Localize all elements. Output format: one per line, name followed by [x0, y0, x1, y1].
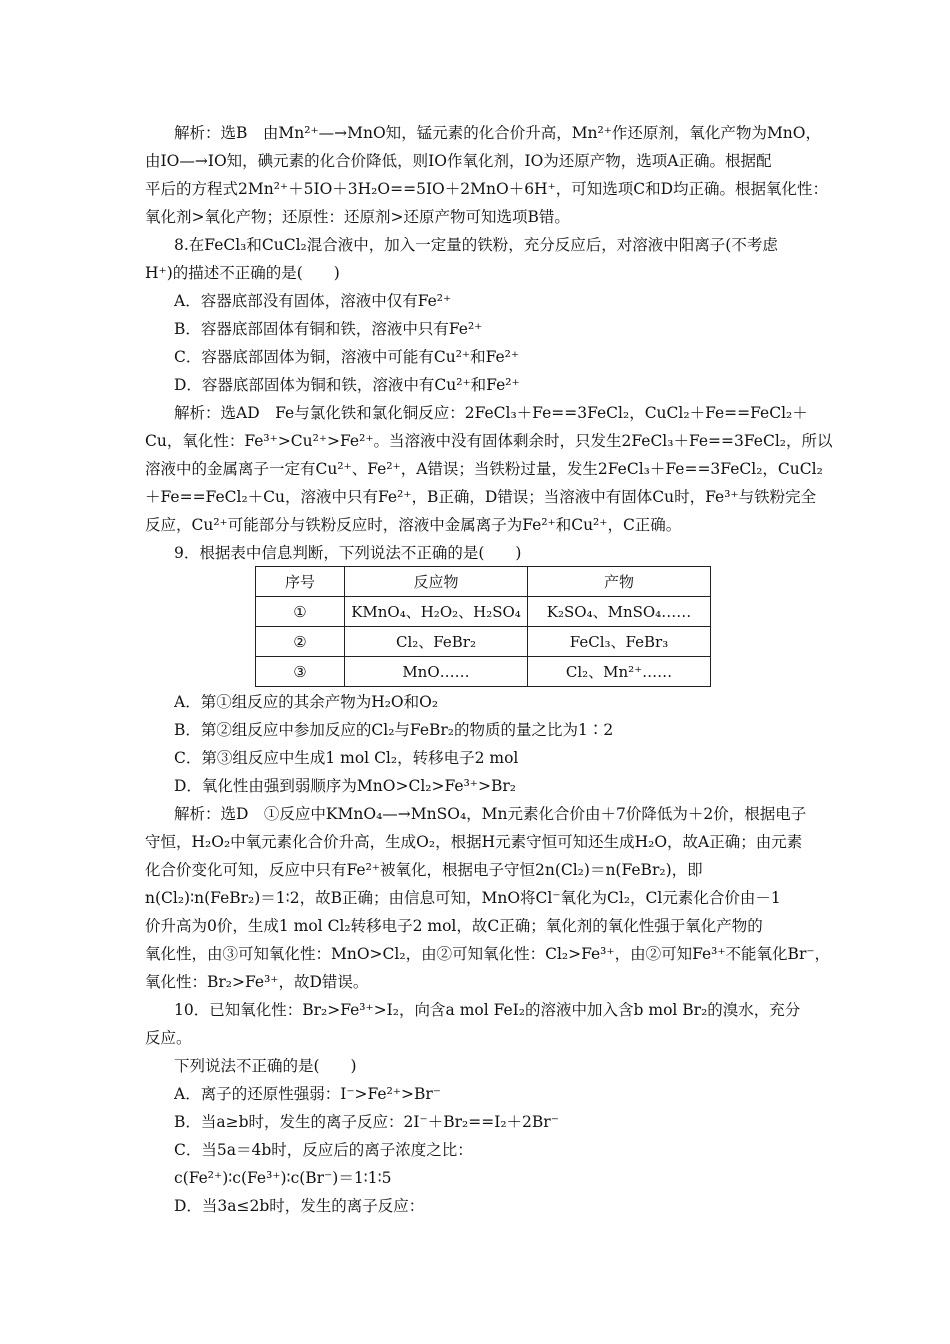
table-cell: FeCl₃、FeBr₃: [528, 627, 711, 657]
option-a: A．容器底部没有固体，溶液中仅有Fe²⁺: [174, 292, 452, 310]
text-line: 氧化性：Br₂>Fe³⁺，故D错误。: [145, 973, 369, 991]
text-line: 反应，Cu²⁺可能部分与铁粉反应时，溶液中金属离子为Fe²⁺和Cu²⁺，C正确。: [145, 516, 682, 534]
option-b: B．容器底部固体有铜和铁，溶液中只有Fe²⁺: [174, 320, 483, 338]
text-line: Cu，氧化性：Fe³⁺>Cu²⁺>Fe²⁺。当溶液中没有固体剩余时，只发生2FeCl₃＋Fe==3FeCl₂，所以: [145, 432, 833, 450]
text-line: 下列说法不正确的是( ): [174, 1057, 357, 1075]
table-cell: ③: [256, 657, 345, 687]
table-header-row: [256, 567, 711, 597]
table-cell: K₂SO₄、MnSO₄……: [528, 597, 711, 627]
option-c: C．第③组反应中生成1 mol Cl₂，转移电子2 mol: [174, 749, 519, 767]
table-cell: ①: [256, 597, 345, 627]
option-b: B．当a≥b时，发生的离子反应：2I⁻＋Br₂==I₂＋2Br⁻: [174, 1113, 559, 1131]
option-a: A．第①组反应的其余产物为H₂O和O₂: [174, 693, 439, 711]
table-cell: MnO……: [345, 657, 528, 687]
text-line: 守恒，H₂O₂中氧元素化合价升高，生成O₂，根据H元素守恒可知还生成H₂O，故A正确；由元素: [145, 833, 803, 851]
option-d: D．容器底部固体为铜和铁，溶液中有Cu²⁺和Fe²⁺: [174, 376, 520, 394]
option-c: C．当5a＝4b时，反应后的离子浓度之比：: [174, 1141, 473, 1159]
text-line: 解析：选AD Fe与氯化铁和氯化铜反应：2FeCl₃＋Fe==3FeCl₂，CuCl₂＋Fe==FeCl₂＋: [174, 404, 808, 422]
option-d: D．当3a≤2b时，发生的离子反应：: [174, 1197, 425, 1215]
text-line: 由IO—→IO知，碘元素的化合价降低，则IO作氧化剂，IO为还原产物，选项A正确。根据配: [145, 152, 772, 170]
text-line: 氧化剂>氧化产物；还原性：还原剂>还原产物可知选项B错。: [145, 208, 570, 226]
table-row: [256, 657, 711, 687]
table-header-cell: 反应物: [345, 567, 528, 597]
table-cell: Cl₂、FeBr₂: [345, 627, 528, 657]
text-line: H⁺)的描述不正确的是( ): [145, 264, 340, 282]
table-cell: Cl₂、Mn²⁺……: [528, 657, 711, 687]
text-line: 平后的方程式2Mn²⁺＋5IO＋3H₂O==5IO＋2MnO＋6H⁺，可知选项C和D均正确。根据氧化性：: [145, 180, 829, 198]
option-b: B．第②组反应中参加反应的Cl₂与FeBr₂的物质的量之比为1∶2: [174, 721, 614, 739]
text-line: 化合价变化可知，反应中只有Fe²⁺被氧化，根据电子守恒2n(Cl₂)＝n(FeBr₂)，即: [145, 861, 703, 879]
question-9-stem: 9．根据表中信息判断，下列说法不正确的是( ): [174, 544, 522, 562]
table-cell: KMnO₄、H₂O₂、H₂SO₄: [345, 597, 528, 627]
text-line: ＋Fe==FeCl₂＋Cu，溶液中只有Fe²⁺，B正确，D错误；当溶液中有固体Cu时，Fe³⁺与铁粉完全: [145, 488, 817, 506]
reaction-table: [255, 566, 711, 687]
text-line: 解析：选B 由Mn²⁺—→MnO知，锰元素的化合价升高，Mn²⁺作还原剂，氧化产物为MnO，: [174, 124, 821, 142]
question-10-stem: 10．已知氧化性：Br₂>Fe³⁺>I₂，向含a mol FeI₂的溶液中加入含b mol Br₂的溴水，充分: [174, 1001, 801, 1019]
table-header-cell: 序号: [256, 567, 345, 597]
table-row: [256, 627, 711, 657]
text-line: 氧化性，由③可知氧化性：MnO>Cl₂，由②可知氧化性：Cl₂>Fe³⁺，由②可知Fe³⁺不能氧化Br⁻，: [145, 945, 831, 963]
text-line: c(Fe²⁺)∶c(Fe³⁺)∶c(Br⁻)＝1∶1∶5: [174, 1169, 392, 1187]
option-a: A．离子的还原性强弱：I⁻>Fe²⁺>Br⁻: [174, 1085, 441, 1103]
option-d: D．氧化性由强到弱顺序为MnO>Cl₂>Fe³⁺>Br₂: [174, 777, 516, 795]
table-cell: ②: [256, 627, 345, 657]
text-line: n(Cl₂)∶n(FeBr₂)＝1∶2，故B正确；由信息可知，MnO将Cl⁻氧化为Cl₂，Cl元素化合价由－1: [145, 889, 781, 907]
table-row: [256, 597, 711, 627]
text-line: 溶液中的金属离子一定有Cu²⁺、Fe²⁺，A错误；当铁粉过量，发生2FeCl₃＋Fe==3FeCl₂，CuCl₂: [145, 460, 823, 478]
option-c: C．容器底部固体为铜，溶液中可能有Cu²⁺和Fe²⁺: [174, 348, 520, 366]
question-8-stem: 8.在FeCl₃和CuCl₂混合液中，加入一定量的铁粉，充分反应后，对溶液中阳离子(不考虑: [174, 236, 778, 254]
text-line: 解析：选D ①反应中KMnO₄—→MnSO₄，Mn元素化合价由＋7价降低为＋2价，根据电子: [174, 805, 807, 823]
table-header-cell: 产物: [528, 567, 711, 597]
text-line: 反应。: [145, 1029, 192, 1047]
text-line: 价升高为0价，生成1 mol Cl₂转移电子2 mol，故C正确；氧化剂的氧化性强于氧化产物的: [145, 917, 763, 935]
